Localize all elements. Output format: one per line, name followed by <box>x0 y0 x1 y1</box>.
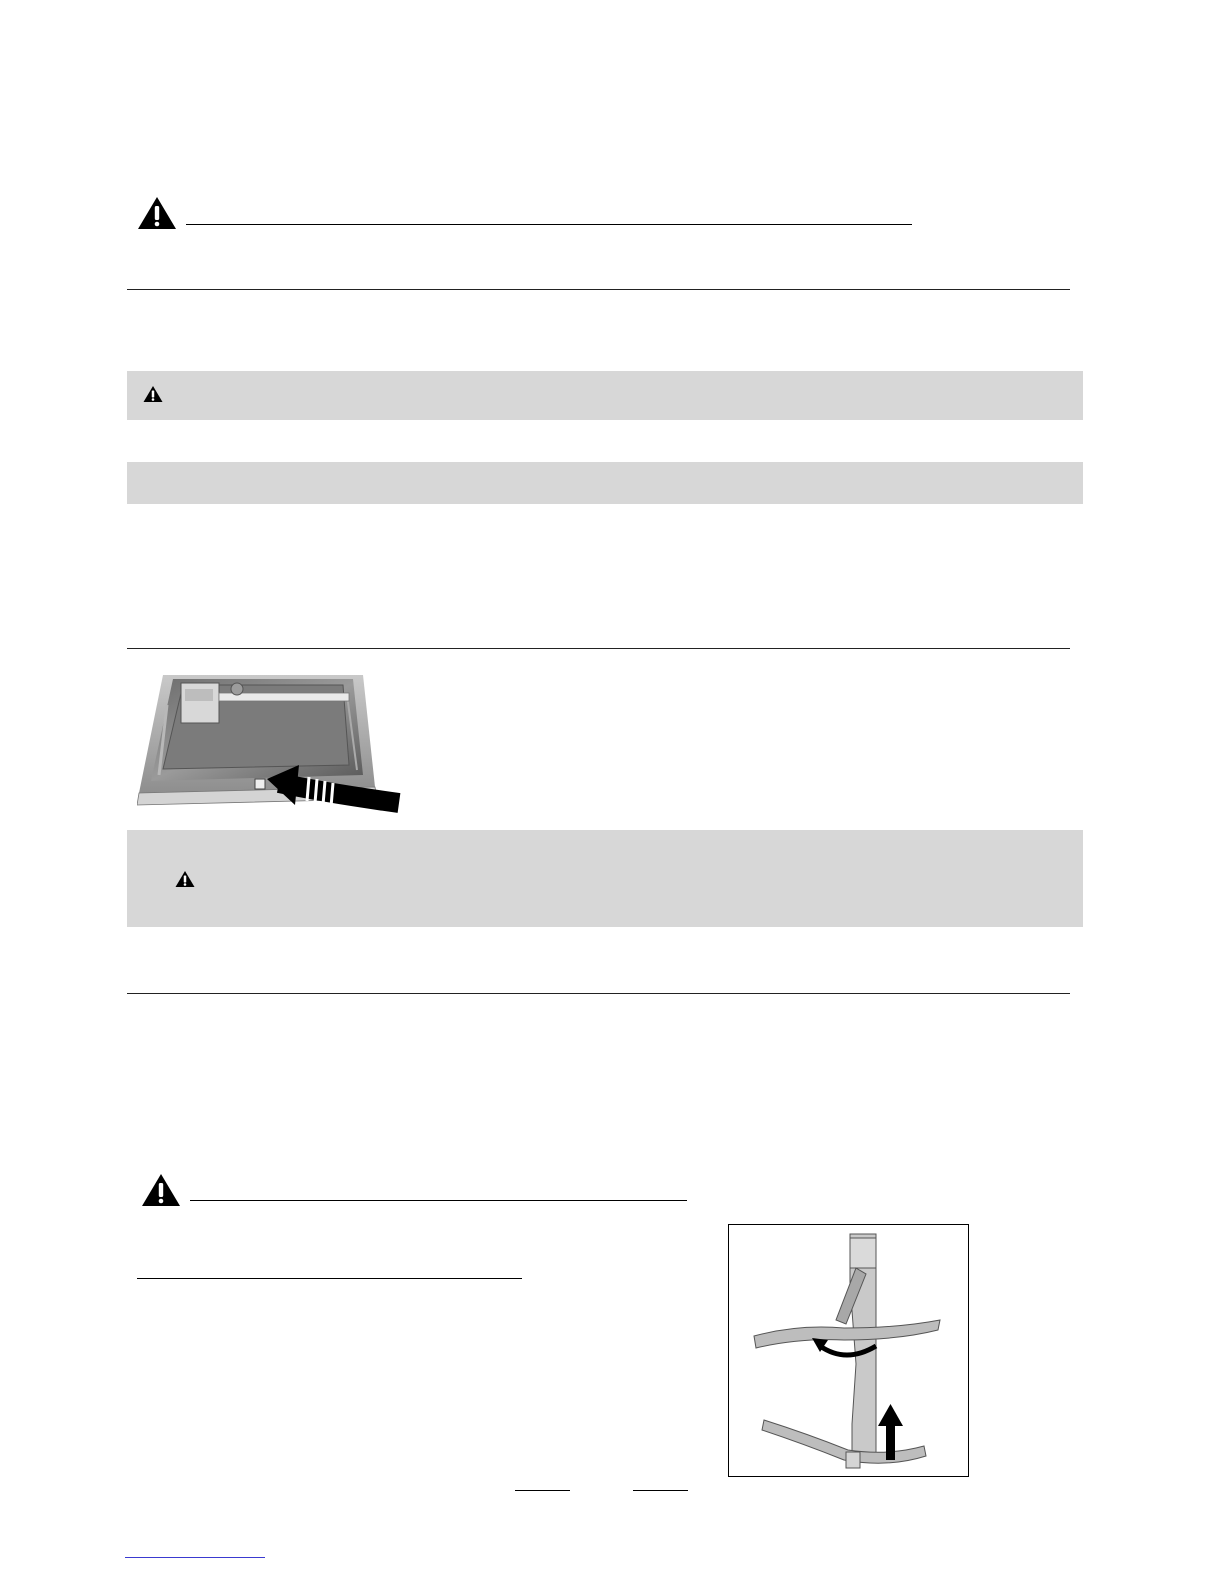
blank-underline <box>633 1490 688 1491</box>
warning-triangle-icon <box>137 196 177 230</box>
section-heading-underline <box>190 1200 687 1201</box>
spray-arm-photo <box>728 1224 969 1477</box>
section-divider <box>127 648 1070 649</box>
section-heading-underline <box>186 224 912 225</box>
section-divider <box>127 993 1070 994</box>
warning-triangle-icon <box>143 385 163 403</box>
warning-triangle-icon <box>141 1173 181 1207</box>
blank-underline <box>515 1490 570 1491</box>
section-divider <box>127 289 1070 290</box>
subheading-underline <box>137 1278 522 1279</box>
warning-band <box>127 830 1083 927</box>
warning-band <box>127 371 1083 420</box>
warning-triangle-icon <box>175 870 195 888</box>
dishwasher-door-photo <box>137 675 412 825</box>
footer-link-underline[interactable] <box>125 1557 265 1558</box>
note-band <box>127 462 1083 504</box>
